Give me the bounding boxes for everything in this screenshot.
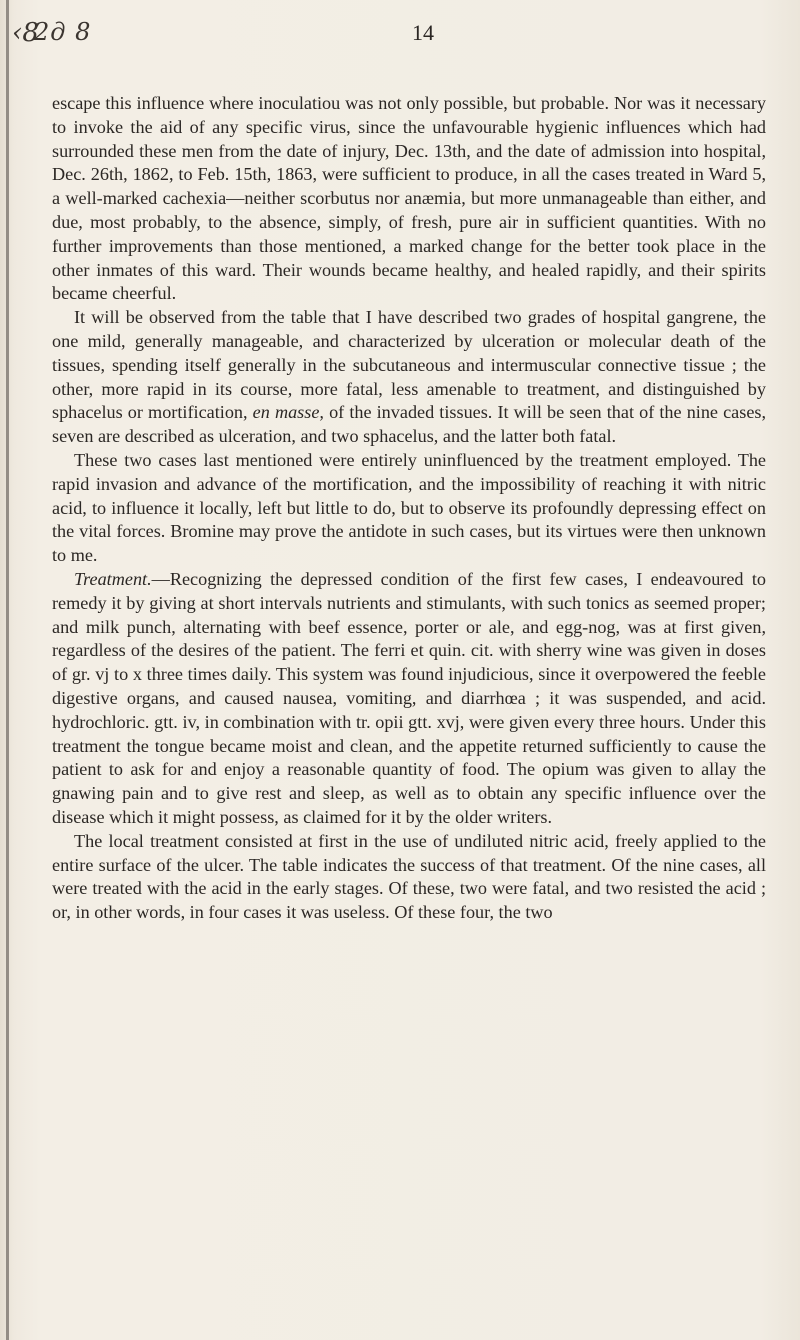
paragraph-5 bbox=[52, 830, 766, 925]
paragraph-4 bbox=[52, 568, 766, 830]
page-header bbox=[0, 18, 800, 58]
paragraph-4-text: —Recognizing the depressed condition of the first few cases, I endeavoured to remedy it by giving at short intervals nutrients and stimulants, with such tonics as seemed proper; and milk punch, alternating with beef essence, porter or ale, and egg-nog, was at first given, regardless of the desires of the patient. The ferri et quin. cit. with sherry wine was given in doses of gr. vj to x three times daily. This system was found injudicious, since it overpowered the feeble digestive organs, and caused nausea, vomiting, and diarrhœa ; it was suspended, and acid. hydrochloric. gtt. iv, in combination with tr. opii gtt. xvj, were given every three hours. Under this treatment the tongue became moist and clean, and the appetite returned sufficiently to cause the patient to ask for and enjoy a reasonable quantity of food. The opium was given to allay the gnawing pain and to give rest and sleep, as well as to obtain any specific influence over the disease which it might possess, as claimed for it by the older writers. bbox=[52, 568, 766, 827]
paragraph-3 bbox=[52, 449, 766, 568]
paragraph-2-italic: en masse, bbox=[252, 402, 324, 423]
margin-mark: ‹8 bbox=[12, 18, 39, 48]
paragraph-2 bbox=[52, 306, 766, 449]
paragraph-1-text: escape this influence where inoculatiou was not only possible, but probable. Nor was it necessary to invoke the aid of any specific virus, since the unfavourable hygienic influences which had surrounded these men from the date of injury, Dec. 13th, and the date of admission into hospital, Dec. 26th, 1862, to Feb. 15th, 1863, were sufficient to produce, in all the cases treated in Ward 5, a well-marked cachexia—neither scorbutus nor anæmia, but more unmanageable than either, and due, most probably, to the absence, simply, of fresh, pure air in sufficient quantities. With no further improvements than those mentioned, a marked change for the better took place in the other inmates of this ward. Their wounds became healthy, and healed rapidly, and their spirits became cheerful. bbox=[52, 93, 766, 304]
page-number: 14 bbox=[412, 20, 434, 45]
paragraph-5-text: The local treatment consisted at first in the use of undiluted nitric acid, freely applied to the entire surface of the ulcer. The table indicates the success of that treatment. Of the nine cases, all were treated with the acid in the early stages. Of these, two were fatal, and two resisted the acid ; or, in other words, in four cases it was useless. Of these four, the two bbox=[52, 830, 766, 923]
handwritten-annotation: 2д 8 bbox=[34, 18, 92, 46]
treatment-heading: Treatment. bbox=[74, 568, 152, 589]
paragraph-2-text: It will be observed from the table that I have described two grades of hospital gangrene, the one mild, generally manageable, and characterized by ulceration or molecular death of the tissues, spending itself generally in the subcutaneous and intermuscular connective tissue ; the other, more rapid in its course, more fatal, less amenable to treatment, and distinguished by sphacelus or mortification, bbox=[52, 307, 766, 423]
body-text bbox=[52, 92, 766, 925]
paragraph-1 bbox=[52, 92, 766, 306]
paragraph-2-rest: of the invaded tissues. It will be seen that of the nine cases, seven are described as ulceration, and two sphacelus, and the latter both fatal. bbox=[52, 402, 767, 447]
binding-edge bbox=[6, 0, 9, 1340]
paragraph-3-text: These two cases last mentioned were entirely uninfluenced by the treatment employed. The rapid invasion and advance of the mortification, and the impossibility of reaching it with nitric acid, to influence it locally, left but little to do, but to observe its profoundly depressing effect on the vital forces. Bromine may prove the antidote in such cases, but its virtues were then unknown to me. bbox=[52, 449, 766, 566]
